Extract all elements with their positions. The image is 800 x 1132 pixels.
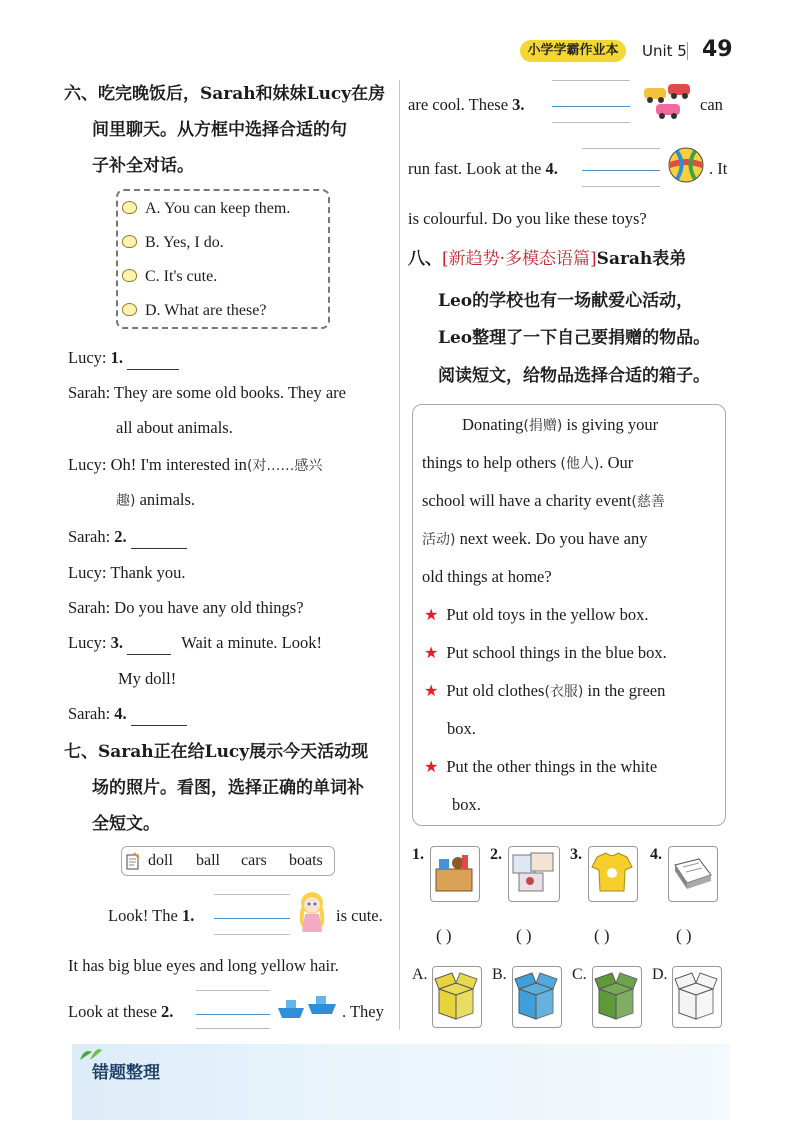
section8-title-line3: Leo整理了一下自己要捐赠的物品。 [438, 328, 711, 348]
item-number-4: 4. [650, 846, 662, 863]
s7-line-1: Look! The 1. [108, 906, 195, 925]
dialogue-line-2: Sarah: They are some old books. They are [68, 383, 346, 402]
answer-paren-1[interactable]: ( ) [436, 926, 452, 945]
dialogue-line-7: Lucy: 3. Wait a minute. Look! [68, 631, 322, 655]
s7-right-line-2: run fast. Look at the 4. [408, 159, 558, 178]
dialogue-line-3b: 趣) animals. [116, 490, 196, 509]
answer-paren-2[interactable]: ( ) [516, 926, 532, 945]
item-frame-3 [588, 846, 638, 902]
star-icon: ★ [424, 645, 439, 662]
ball-icon [667, 146, 705, 184]
box-frame-b [512, 966, 562, 1028]
toy-box-icon [431, 847, 477, 899]
box-label-c: C. [572, 966, 587, 983]
option-d: D. What are these? [122, 299, 266, 323]
column-divider [399, 80, 400, 1030]
dialogue-line-2b: all about animals. [116, 418, 233, 437]
rule-1: ★ Put old toys in the yellow box. [424, 605, 649, 624]
guide-line [196, 1028, 270, 1029]
section7-title-line1: 七、Sarah正在给Lucy展示今天活动现 [64, 742, 369, 762]
blue-box-icon [513, 967, 559, 1025]
guide-line [582, 186, 660, 187]
s7-line-3-end: . They [342, 1002, 384, 1021]
item-frame-4 [668, 846, 718, 902]
star-icon: ★ [424, 683, 439, 700]
item-number-3: 3. [570, 846, 582, 863]
rule-3: ★ Put old clothes(衣服) in the green [424, 681, 666, 700]
star-icon: ★ [424, 607, 439, 624]
section8-title-line4: 阅读短文，给物品选择合适的箱子。 [438, 366, 710, 386]
section6-title-line1: 六、吃完晚饭后，Sarah和妹妹Lucy在房 [64, 84, 386, 104]
s7-right-line-1-end: can [700, 95, 723, 114]
star-icon: ★ [424, 759, 439, 776]
box-frame-a [432, 966, 482, 1028]
guide-line [552, 80, 630, 81]
bullet-icon [122, 269, 137, 282]
item-number-1: 1. [412, 846, 424, 863]
dialogue-line-4: Sarah: 2. [68, 525, 187, 549]
page-number: 49 [702, 37, 733, 62]
s7-line-2: It has big blue eyes and long yellow hair. [68, 956, 339, 975]
bullet-icon [122, 303, 137, 316]
answer-blank-2[interactable] [131, 548, 187, 549]
cars-icon [640, 82, 696, 122]
answer-line-3[interactable] [552, 106, 630, 107]
option-a: A. You can keep them. [122, 197, 290, 221]
dialogue-line-8: Sarah: 4. [68, 702, 187, 726]
box-label-a: A. [412, 966, 428, 983]
rule-4: ★ Put the other things in the white [424, 757, 658, 776]
passage-line-2: things to help others (他人). Our [422, 453, 634, 472]
word-ball: ball [196, 852, 220, 869]
answer-paren-4[interactable]: ( ) [676, 926, 692, 945]
passage-line-1: Donating(捐赠) is giving your [462, 415, 659, 434]
item-frame-2 [508, 846, 560, 902]
yellow-box-icon [433, 967, 479, 1025]
guide-line [552, 122, 630, 123]
section8-title-line2: Leo的学校也有一场献爱心活动， [438, 291, 694, 311]
photos-icon [509, 847, 557, 899]
guide-line [214, 934, 290, 935]
answer-paren-3[interactable]: ( ) [594, 926, 610, 945]
book-icon [669, 847, 715, 899]
box-label-d: D. [652, 966, 668, 983]
answer-blank-3[interactable] [127, 654, 171, 655]
footer-title: 错题整理 [92, 1063, 160, 1083]
passage-line-5: old things at home? [422, 567, 552, 586]
rule-3-cont: box. [447, 719, 476, 738]
rule-2: ★ Put school things in the blue box. [424, 643, 667, 662]
section8-title-line1: 八、[新趋势·多模态语篇]Sarah表弟 [408, 249, 687, 269]
section6-title-line2: 间里聊天。从方框中选择合适的句 [92, 120, 347, 140]
section7-title-line3: 全短文。 [92, 814, 160, 834]
box-frame-c [592, 966, 642, 1028]
word-cars: cars [241, 852, 267, 869]
doll-icon [292, 888, 332, 936]
passage-line-3: school will have a charity event(慈善 [422, 491, 665, 510]
s7-line-3: Look at these 2. [68, 1002, 174, 1021]
dialogue-line-3: Lucy: Oh! I'm interested in(对……感兴 [68, 455, 323, 474]
s7-line-1-end: is cute. [336, 906, 383, 925]
passage-line-4: 活动) next week. Do you have any [422, 529, 648, 548]
answer-line-2[interactable] [196, 1014, 270, 1015]
dialogue-line-6: Sarah: Do you have any old things? [68, 598, 304, 617]
series-badge: 小学学霸作业本 [520, 40, 626, 62]
guide-line [582, 148, 660, 149]
boats-icon [276, 990, 338, 1024]
answer-blank-1[interactable] [127, 369, 179, 370]
pencil-note-icon [125, 851, 141, 871]
header-divider [687, 42, 688, 60]
s7-right-line-2-end: . It [709, 159, 728, 178]
bullet-icon [122, 235, 137, 248]
dialogue-line-1: Lucy: 1. [68, 346, 179, 370]
section7-title-line2: 场的照片。看图，选择正确的单词补 [92, 778, 364, 798]
box-frame-d [672, 966, 722, 1028]
dialogue-line-7b: My doll! [118, 669, 177, 688]
option-c: C. It's cute. [122, 265, 217, 289]
bullet-icon [122, 201, 137, 214]
guide-line [196, 990, 270, 991]
rule-4-cont: box. [452, 795, 481, 814]
dialogue-line-5: Lucy: Thank you. [68, 563, 186, 582]
item-number-2: 2. [490, 846, 502, 863]
word-doll: doll [148, 852, 173, 869]
s7-right-line-1: are cool. These 3. [408, 95, 525, 114]
answer-blank-4[interactable] [131, 725, 187, 726]
box-label-b: B. [492, 966, 507, 983]
unit-label: Unit 5 [642, 42, 687, 60]
mistakes-notes-area[interactable] [72, 1044, 730, 1120]
guide-line [214, 894, 290, 895]
item-frame-1 [430, 846, 480, 902]
answer-line-1[interactable] [214, 918, 290, 919]
section6-title-line3: 子补全对话。 [92, 156, 194, 176]
tshirt-icon [589, 847, 635, 899]
word-boats: boats [289, 852, 323, 869]
answer-line-4[interactable] [582, 170, 660, 171]
white-box-icon [673, 967, 719, 1025]
option-b: B. Yes, I do. [122, 231, 224, 255]
s7-right-line-3: is colourful. Do you like these toys? [408, 209, 647, 228]
green-box-icon [593, 967, 639, 1025]
